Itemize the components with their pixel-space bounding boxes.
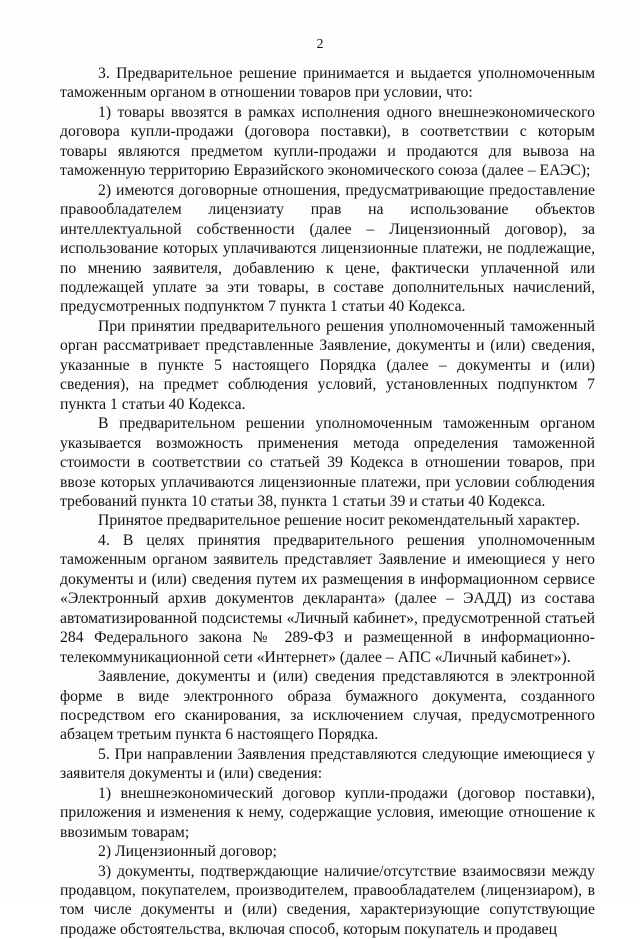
document-body: [60, 64, 595, 939]
paragraph-3-intro: 3. Предварительное решение принимается и выдается уполномоченным таможенным органом в отношении товаров при условии, что:: [60, 65, 595, 102]
paragraph-3-item-1: 1) товары ввозятся в рамках исполнения одного внешнеэкономического договора купли-продажи (договора поставки), в соответствии с которым товары являются предметом купли-продажи и продаются для вывоза на таможенную территорию Евразийского экономического союза (далее – ЕАЭС);: [60, 103, 595, 180]
page-number: 2: [316, 37, 324, 52]
paragraph-electronic-form: Заявление, документы и (или) сведения представляются в электронной форме в виде электронного образа бумажного документа, созданного посредством его сканирования, за исключением случая, предусмотренного абзацем третьим пункта 6 настоящего Порядка.: [60, 668, 595, 744]
paragraph-advisory: Принятое предварительное решение носит рекомендательный характер.: [98, 512, 580, 530]
paragraph-review: При принятии предварительного решения уполномоченный таможенный орган рассматривает представленные Заявление, документы и (или) сведения, указанные в пункте 5 настоящего Порядка (далее – документы и (или) сведения), на предмет соблюдения условий, установленных подпунктом 7 пункта 1 статьи 40 Кодекса.: [60, 317, 595, 413]
paragraph-4: 4. В целях принятия предварительного решения уполномоченным таможенным органом заявитель представляет Заявление и имеющиеся у него документы и (или) сведения путем их размещения в информационном сервисе «Электронный архив документов декларанта» (далее – ЭАДД) из состава автоматизированной подсистемы «Личный кабинет», предусмотренной статьей 284 Федерального закона № 289-ФЗ и размещенной в информационно-телекоммуникационной сети «Интернет» (далее – АПС «Личный кабинет»).: [60, 531, 595, 666]
paragraph-5-item-1: 1) внешнеэкономический договор купли-продажи (договор поставки), приложения и изменения к нему, содержащие условия, имеющие отношение к ввозимым товарам;: [60, 784, 595, 841]
paragraph-5-intro: 5. При направлении Заявления представляются следующие имеющиеся у заявителя документы и (или) сведения:: [60, 745, 595, 783]
paragraph-3-item-2: 2) имеются договорные отношения, предусматривающие предоставление правообладателем лицензиату прав на использование объектов интеллектуальной собственности (далее – Лицензионный договор), за использование которых уплачиваются лицензионные платежи, не подлежащие, по мнению заявителя, добавлению к цене, фактически уплаченной или подлежащей уплате за эти товары, в составе дополнительных начислений, предусмотренных подпунктом 7 пункта 1 статьи 40 Кодекса.: [60, 181, 595, 316]
paragraph-5-item-2: 2) Лицензионный договор;: [98, 843, 277, 861]
paragraph-method: В предварительном решении уполномоченным таможенным органом указывается возможность применения метода определения таможенной стоимости в соответствии со статьей 39 Кодекса в отношении товаров, при ввозе которых уплачиваются лицензионные платежи, при условии соблюдения требований пункта 10 статьи 38, пункта 1 статьи 39 и статьи 40 Кодекса.: [60, 415, 595, 510]
paragraph-5-item-3: 3) документы, подтверждающие наличие/отсутствие взаимосвязи между продавцом, покупателем, производителем, правообладателем (лицензиаром), в том числе документы и (или) сведения, характеризующие сопутствующие продаже обстоятельства, включая способ, которым покупатель и продавец: [60, 862, 595, 938]
